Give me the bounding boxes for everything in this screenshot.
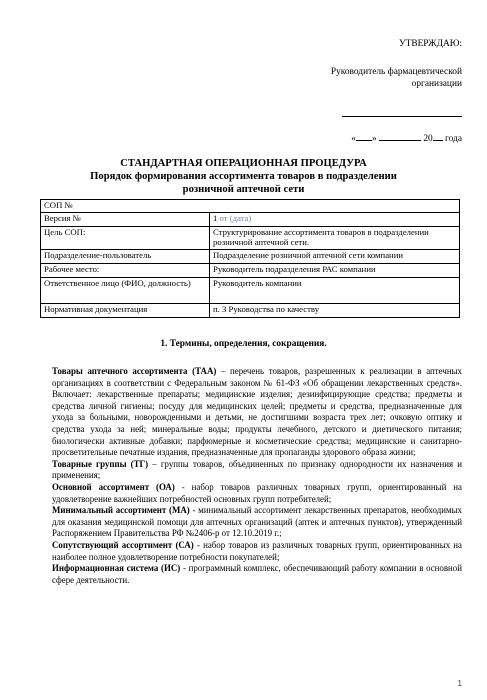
unit-value: Подразделение розничной аптечной сети компании — [210, 250, 460, 264]
normative-label: Нормативная документация — [41, 304, 210, 318]
term-name: Основной ассортимент (ОА) — [52, 481, 175, 492]
table-row — [41, 264, 460, 278]
version-value: 1 от (дата) — [210, 213, 460, 227]
term-paragraph — [52, 366, 462, 459]
responsible-label: Ответственное лицо (ФИО, должность) — [41, 278, 210, 304]
term-definition: - минимальный ассортимент лекарственных препаратов, необходимых для оказания медицинской помощи для аптечных организаций (аптек и аптечных пунктов), утвержденный Распоряжением Правительства РФ №2406-р от 12.10.2019 г.; — [52, 505, 462, 539]
term-definition: - программный комплекс, обеспечивающий работу компании в основной сфере деятельности. — [52, 563, 462, 585]
terms-body — [52, 366, 462, 586]
page-number: 1 — [457, 679, 462, 688]
version-label: Версия № — [41, 213, 210, 227]
workplace-label: Рабочее место: — [41, 264, 210, 278]
doc-title-line2: Порядок формирования ассортимента товаров в подразделении — [90, 171, 397, 182]
doc-title-line3: розничной аптечной сети — [182, 184, 305, 195]
normative-value: п. 3 Руководства по качеству — [210, 304, 460, 318]
term-paragraph — [52, 563, 462, 586]
table-row — [41, 250, 460, 264]
approval-position-line2: организации — [411, 79, 462, 89]
approval-position-line1: Руководитель фармацевтической — [330, 67, 462, 77]
term-name: Минимальный ассортимент (МА) — [52, 505, 190, 516]
term-definition: - набор товаров различных товарных групп, ориентированный на удовлетворение важнейших потребностей основных групп потребителей; — [52, 481, 462, 504]
term-paragraph — [52, 459, 462, 482]
goal-label: Цель СОП: — [41, 227, 210, 250]
term-name: Информационная система (ИС) — [52, 563, 181, 574]
approval-date — [351, 131, 462, 144]
term-paragraph — [52, 540, 462, 563]
term-name: Товары аптечного ассортимента (ТАА) — [52, 366, 217, 376]
sop-number-label: СОП № — [41, 200, 460, 213]
responsible-value: Руководитель компании — [210, 278, 460, 304]
day-blank — [356, 131, 372, 141]
term-name: Товарные группы (ТГ) — [52, 458, 149, 469]
date-open-quote: « — [351, 134, 356, 144]
table-row — [41, 278, 460, 304]
date-suffix: года — [445, 134, 462, 144]
term-name: Сопутствующий ассортимент (СА) — [52, 539, 194, 550]
table-row — [41, 227, 460, 250]
goal-value: Структурирование ассортимента товаров в подразделении розничной аптечной сети. — [210, 227, 460, 250]
term-paragraph — [52, 505, 462, 540]
unit-label: Подразделение-пользователь — [41, 250, 210, 264]
approval-heading: УТВЕРЖДАЮ: — [398, 39, 462, 49]
month-blank — [379, 131, 421, 141]
term-definition: – перечень товаров, разрешенных к реализации в аптечных организациях в соответствии с Федеральным законом № 61-ФЗ «Об обращении лекарственных средств». Включает: лекарственные препараты; медицинские изделия; дезинфицирующие средства; предметы и средства личной гигиены; посуду для медицинских целей; предметы и средства, предназначенные для ухода за больными, новорожденными и детьми, не достигшими возраста трех лет; очковую оптику и средства ухода за ней; минеральные воды; продукты лечебного, детского и диетического питания; биологически активные добавки; парфюмерные и косметические средства; медицинские и санитарно-просветительные печатные издания, предназначенные для пропаганды здорового образа жизни; — [52, 366, 462, 458]
table-row — [41, 200, 460, 213]
sop-meta-table — [40, 199, 460, 318]
year-blank — [433, 131, 443, 141]
term-paragraph — [52, 482, 462, 505]
date-close-quote: » — [371, 134, 377, 144]
section-heading: 1. Термины, определения, сокращения. — [160, 339, 327, 349]
term-definition: – группы товаров, объединенных по признаку однородности их назначения и применения; — [52, 458, 462, 481]
date-year-prefix: 20 — [423, 134, 433, 144]
doc-title-line1: СТАНДАРТНАЯ ОПЕРАЦИОННАЯ ПРОЦЕДУРА — [120, 158, 367, 169]
table-row — [41, 213, 460, 227]
term-definition: - набор товаров из различных товарных групп, ориентированных на наиболее полное удовлетворение потребности покупателей; — [52, 539, 462, 562]
workplace-value: Руководитель подразделения РАС компании — [210, 264, 460, 278]
signature-line — [342, 116, 462, 117]
table-row — [41, 304, 460, 318]
